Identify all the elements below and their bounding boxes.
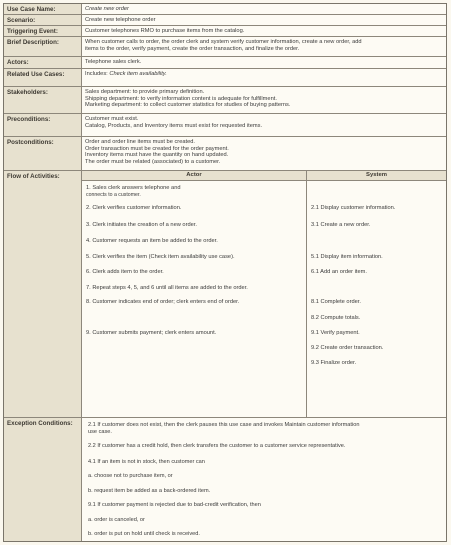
value-triggering-event: Customer telephones RMO to purchase items from the catalog. xyxy=(85,28,245,34)
value-preconditions xyxy=(85,116,444,129)
actor-step: 2. Clerk verifies customer information. xyxy=(86,205,182,211)
column-divider xyxy=(306,171,307,417)
postcondition-line: Order and order line items must be created. xyxy=(85,139,196,145)
exception-line: 4.1 If an item is not in stock, then customer can xyxy=(88,459,205,465)
value-scenario: Create new telephone order xyxy=(85,17,156,23)
postcondition-line: The order must be related (associated) to a customer. xyxy=(85,159,221,166)
system-step: 2.1 Display customer information. xyxy=(311,205,396,211)
row-flow-of-activities xyxy=(4,171,446,418)
value-stakeholders xyxy=(85,89,444,109)
precondition-line: Customer must exist. xyxy=(85,116,139,122)
postcondition-line: Inventory items must have the quantity on hand updated. xyxy=(85,152,229,159)
exception-line: 9.1 If customer payment is rejected due to bad-credit verification, then xyxy=(88,502,261,508)
label-postconditions: Postconditions: xyxy=(4,137,82,170)
label-stakeholders: Stakeholders: xyxy=(4,87,82,113)
actor-column-header: Actor xyxy=(82,171,307,181)
row-scenario xyxy=(4,15,446,26)
related-prefix: Includes: xyxy=(85,71,110,77)
label-related-use-cases: Related Use Cases: xyxy=(4,69,82,86)
label-actors: Actors: xyxy=(4,57,82,68)
row-related-use-cases xyxy=(4,69,446,87)
precondition-line: Catalog, Products, and Inventory items must exist for requested items. xyxy=(85,122,263,129)
row-brief-description xyxy=(4,37,446,57)
actor-step: 7. Repeat steps 4, 5, and 6 until all items are added to the order. xyxy=(86,285,248,291)
system-step: 3.1 Create a new order. xyxy=(311,222,371,228)
label-flow-of-activities: Flow of Activities: xyxy=(4,171,82,417)
system-step: 9.2 Create order transaction. xyxy=(311,345,384,351)
label-brief-description: Brief Description: xyxy=(4,37,82,56)
value-postconditions xyxy=(85,139,444,166)
exception-line: 2.2 If customer has a credit hold, then clerk transfers the customer to a customer service representative. xyxy=(88,443,346,449)
exception-line: use case. xyxy=(88,429,112,435)
actor-step: 5. Clerk verifies the item (Check item availability use case). xyxy=(86,254,235,260)
label-use-case-name: Use Case Name: xyxy=(4,4,82,14)
system-column-header: System xyxy=(307,171,446,181)
exception-line: b. request item be added as a back-ordered item. xyxy=(88,488,211,494)
row-postconditions xyxy=(4,137,446,171)
brief-description-line: items to the order, verify payment, create the order transaction, and finalize the order. xyxy=(85,45,300,52)
label-scenario: Scenario: xyxy=(4,15,82,25)
row-triggering-event xyxy=(4,26,446,37)
label-preconditions: Preconditions: xyxy=(4,114,82,136)
row-preconditions xyxy=(4,114,446,137)
system-step: 9.3 Finalize order. xyxy=(311,360,357,366)
system-step: 5.1 Display item information. xyxy=(311,254,383,260)
brief-description-line: When customer calls to order, the order clerk and system verify customer information, create a new order, add xyxy=(85,39,362,45)
use-case-table xyxy=(3,3,447,542)
actor-step: 4. Customer requests an item be added to the order. xyxy=(86,238,218,244)
actor-step: 9. Customer submits payment; clerk enters amount. xyxy=(86,330,217,336)
stakeholder-line: Sales department: to provide primary definition. xyxy=(85,89,205,95)
system-step: 6.1 Add an order item. xyxy=(311,269,367,275)
actor-step: 8. Customer indicates end of order; clerk enters end of order. xyxy=(86,299,240,305)
row-stakeholders xyxy=(4,87,446,114)
actor-step: 3. Clerk initiates the creation of a new order. xyxy=(86,222,197,228)
stakeholder-line: Shipping department: to verify information content is adequate for fulfillment. xyxy=(85,95,277,102)
value-brief-description xyxy=(85,39,444,52)
system-step: 8.1 Complete order. xyxy=(311,299,361,305)
label-triggering-event: Triggering Event: xyxy=(4,26,82,36)
value-use-case-name: Create new order xyxy=(85,6,129,12)
exception-line: a. choose not to purchase item, or xyxy=(88,473,173,479)
system-step: 8.2 Compute totals. xyxy=(311,315,361,321)
exception-line: b. order is put on hold until check is received. xyxy=(88,531,200,537)
row-use-case-name xyxy=(4,4,446,15)
actor-step: 6. Clerk adds item to the order. xyxy=(86,269,164,275)
row-exception-conditions xyxy=(4,418,446,541)
value-actors: Telephone sales clerk. xyxy=(85,59,142,65)
exception-line: 2.1 If customer does not exist, then the clerk pauses this use case and invokes Maintain customer information xyxy=(88,422,360,428)
actor-step: 1. Sales clerk answers telephone and xyxy=(86,185,181,191)
actor-step: connects to a customer. xyxy=(86,192,141,198)
postcondition-line: Order transaction must be created for the order payment. xyxy=(85,145,229,152)
exception-line: a. order is canceled, or xyxy=(88,517,145,523)
system-step: 9.1 Verify payment. xyxy=(311,330,360,336)
related-use-case-name: Check item availability. xyxy=(109,71,167,77)
label-exception-conditions: Exception Conditions: xyxy=(4,418,82,541)
value-related-use-cases xyxy=(85,71,444,78)
stakeholder-line: Marketing department: to collect customer statistics for studies of buying patterns. xyxy=(85,102,291,109)
row-actors xyxy=(4,57,446,69)
